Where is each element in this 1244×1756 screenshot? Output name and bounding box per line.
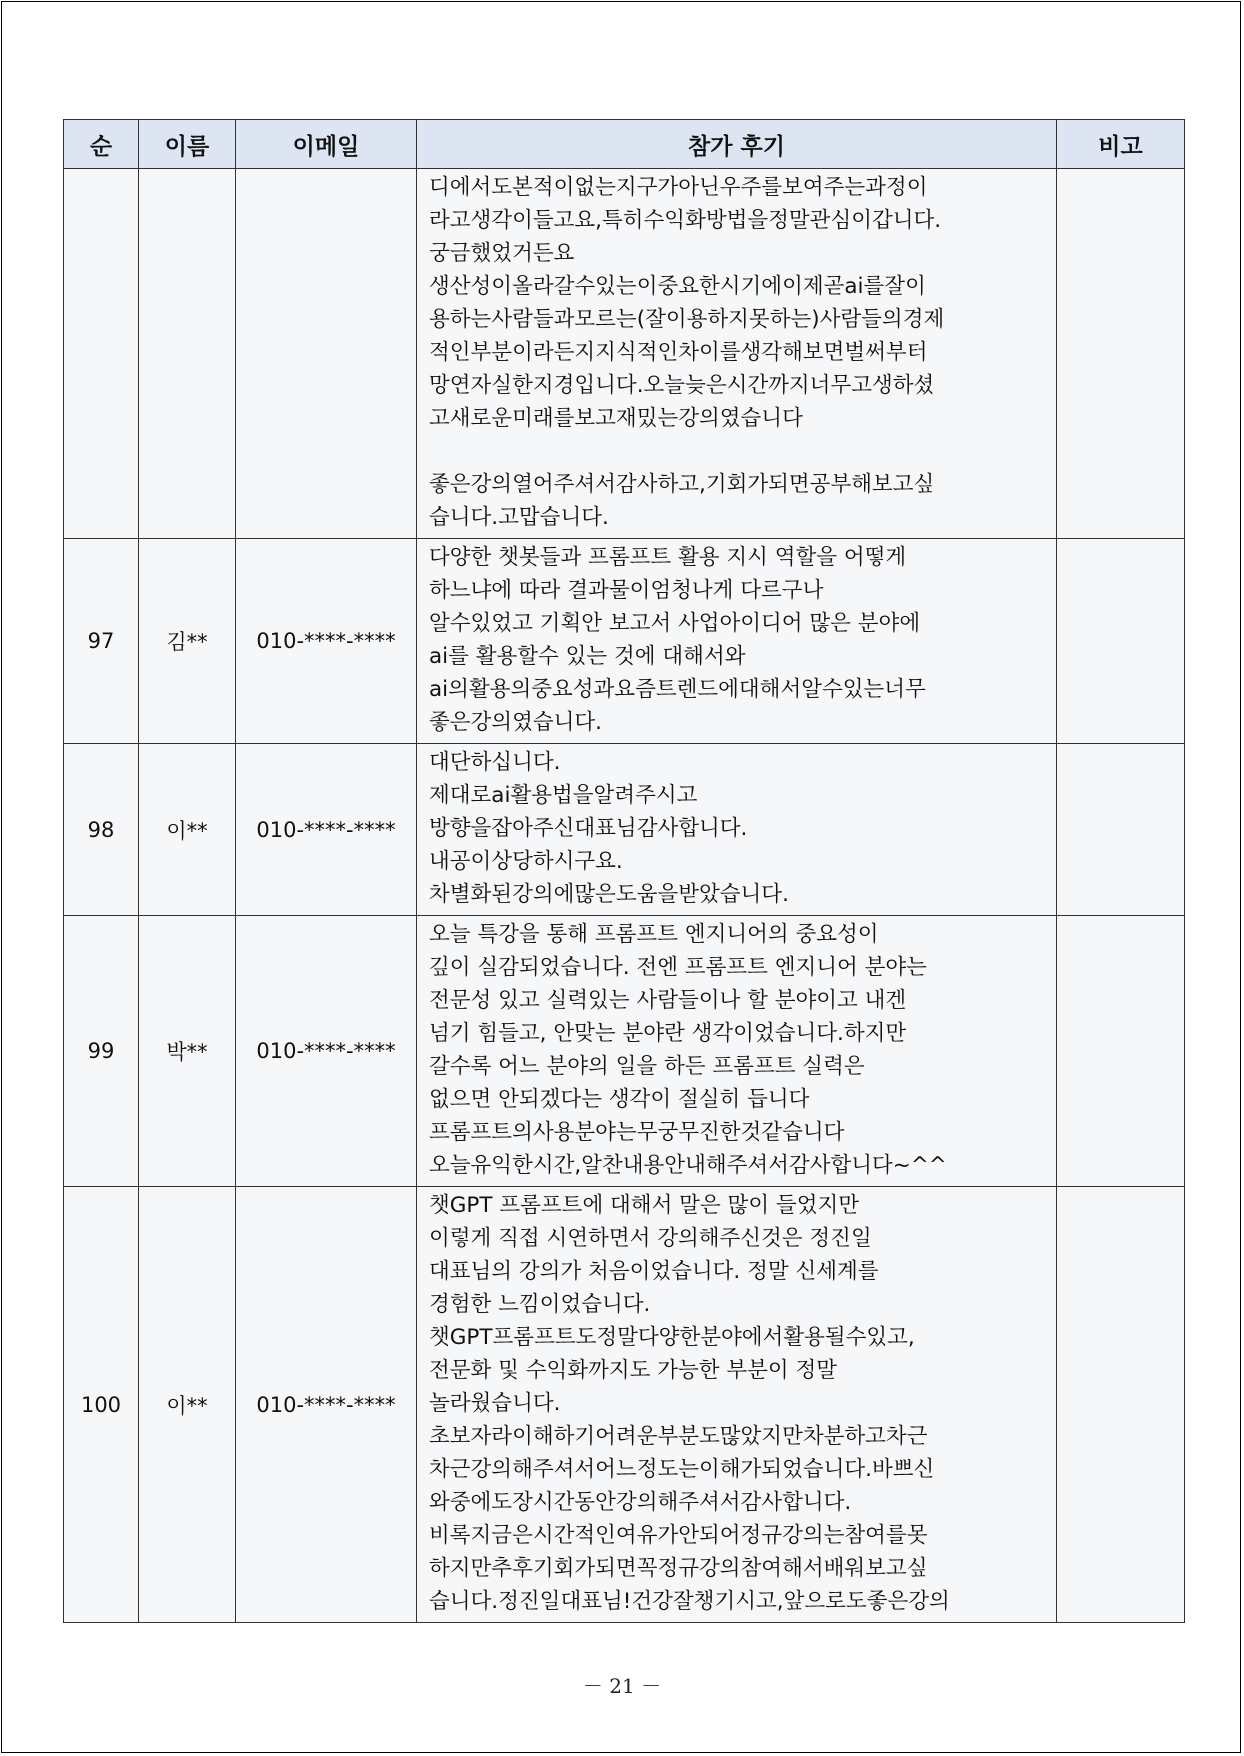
page-number: － 21 － [582, 1674, 662, 1698]
review-line: 놀라웠습니다. [429, 1391, 561, 1416]
header-review: 참가 후기 [417, 120, 1057, 169]
table-row [64, 169, 1185, 539]
review-line: 다양한 챗봇들과 프롬프트 활용 지시 역할을 어떻게 [429, 545, 907, 570]
cell-no: 99 [64, 916, 139, 1187]
cell-name [139, 169, 236, 539]
review-line: 좋은강의였습니다. [429, 710, 602, 735]
review-line: 와중에도장시간동안강의해주셔서감사합니다. [429, 1490, 852, 1515]
header-contact: 이메일 [236, 120, 417, 169]
review-line: 차근강의해주셔서어느정도는이해가되었습니다.바쁘신 [429, 1457, 935, 1482]
header-no: 순 [64, 120, 139, 169]
review-line: 좋은강의열어주셔서감사하고,기회가되면공부해보고싶 [429, 472, 935, 497]
review-line: ai를 활용할수 있는 것에 대해서와 [429, 644, 746, 669]
cell-name: 김** [139, 539, 236, 744]
cell-no [64, 169, 139, 539]
review-line: 망연자실한지경입니다.오늘늦은시간까지너무고생하셨 [429, 373, 935, 398]
cell-note [1057, 539, 1185, 744]
review-line: 방향을잡아주신대표님감사합니다. [429, 816, 748, 841]
review-line: 비록지금은시간적인여유가안되어정규강의는참여를못 [429, 1523, 928, 1548]
review-line: 습니다.고맙습니다. [429, 505, 609, 530]
table-row [64, 1187, 1185, 1623]
review-line: 프롬프트의사용분야는무궁무진한것같습니다 [429, 1120, 845, 1145]
review-line [429, 435, 1050, 468]
table-row [64, 916, 1185, 1187]
header-note: 비고 [1057, 120, 1185, 169]
cell-contact [236, 169, 417, 539]
cell-no: 97 [64, 539, 139, 744]
cell-no: 100 [64, 1187, 139, 1623]
review-line: 대단하십니다. [429, 750, 561, 775]
cell-contact: 010-****-**** [236, 744, 417, 916]
review-line: 알수있었고 기획안 보고서 사업아이디어 많은 분야에 [429, 611, 921, 636]
cell-note [1057, 916, 1185, 1187]
review-line: ai의활용의중요성과요즘트렌드에대해서알수있는너무 [429, 677, 926, 702]
cell-note [1057, 744, 1185, 916]
review-line: 오늘유익한시간,알찬내용안내해주셔서감사합니다~^^ [429, 1153, 947, 1178]
review-line: 디에서도본적이없는지구가아닌우주를보여주는과정이 [429, 175, 928, 200]
review-line: 라고생각이들고요,특히수익화방법을정말관심이갑니다. [429, 208, 942, 233]
cell-name: 박** [139, 916, 236, 1187]
review-table [63, 119, 1185, 1623]
review-line: 없으면 안되겠다는 생각이 절실히 듭니다 [429, 1087, 810, 1112]
review-line: 초보자라이해하기어려운부분도많았지만차분하고차근 [429, 1424, 928, 1449]
cell-review [417, 916, 1057, 1187]
review-line: 적인부분이라든지지식적인차이를생각해보면벌써부터 [429, 340, 928, 365]
review-line: 제대로ai활용법을알려주시고 [429, 783, 698, 808]
cell-review [417, 1187, 1057, 1623]
review-line: 용하는사람들과모르는(잘이용하지못하는)사람들의경제 [429, 307, 945, 332]
cell-contact: 010-****-**** [236, 916, 417, 1187]
table-row [64, 539, 1185, 744]
review-line: 내공이상당하시구요. [429, 849, 623, 874]
review-line: 차별화된강의에많은도움을받았습니다. [429, 882, 789, 907]
cell-name: 이** [139, 1187, 236, 1623]
cell-note [1057, 169, 1185, 539]
review-line: 이렇게 직접 시연하면서 강의해주신것은 정진일 [429, 1226, 872, 1251]
review-line: 전문화 및 수익화까지도 가능한 부분이 정말 [429, 1358, 838, 1383]
cell-contact: 010-****-**** [236, 539, 417, 744]
cell-no: 98 [64, 744, 139, 916]
review-line: 습니다.정진일대표님!건강잘챙기시고,앞으로도좋은강의 [429, 1589, 950, 1614]
review-line: 챗GPT프롬프트도정말다양한분야에서활용될수있고, [429, 1325, 915, 1350]
cell-note [1057, 1187, 1185, 1623]
review-line: 고새로운미래를보고재밌는강의였습니다 [429, 406, 803, 431]
header-name: 이름 [139, 120, 236, 169]
review-line: 깊이 실감되었습니다. 전엔 프롬프트 엔지니어 분야는 [429, 955, 927, 980]
review-line: 챗GPT 프롬프트에 대해서 말은 많이 들었지만 [429, 1193, 860, 1218]
cell-review [417, 169, 1057, 539]
cell-review [417, 539, 1057, 744]
cell-contact: 010-****-**** [236, 1187, 417, 1623]
review-line: 경험한 느낌이었습니다. [429, 1292, 651, 1317]
review-line: 전문성 있고 실력있는 사람들이나 할 분야이고 내겐 [429, 988, 907, 1013]
review-line: 넘기 힘들고, 안맞는 분야란 생각이었습니다.하지만 [429, 1021, 907, 1046]
table-row [64, 744, 1185, 916]
cell-name: 이** [139, 744, 236, 916]
cell-review [417, 744, 1057, 916]
review-line: 대표님의 강의가 처음이었습니다. 정말 신세계를 [429, 1259, 879, 1284]
review-line: 갈수록 어느 분야의 일을 하든 프롬프트 실력은 [429, 1054, 865, 1079]
review-line: 하지만추후기회가되면꼭정규강의참여해서배워보고싶 [429, 1556, 928, 1581]
review-line: 궁금했었거든요 [429, 241, 575, 266]
review-line: 오늘 특강을 통해 프롬프트 엔지니어의 중요성이 [429, 922, 879, 947]
header-row [64, 120, 1185, 169]
review-line: 생산성이올라갈수있는이중요한시기에이제곧ai를잘이 [429, 274, 926, 299]
review-line: 하느냐에 따라 결과물이엄청나게 다르구나 [429, 578, 824, 603]
